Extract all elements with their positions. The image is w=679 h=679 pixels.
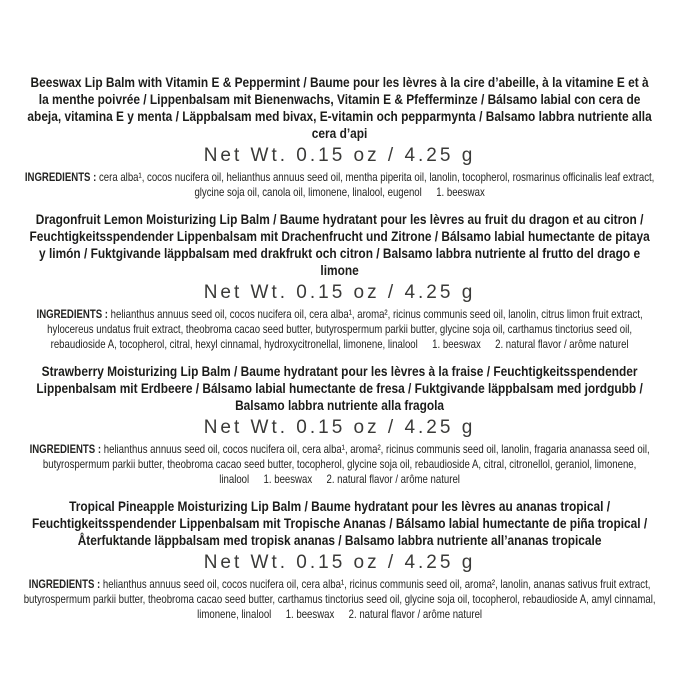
ingredients-list: helianthus annuus seed oil, cocos nucifera oil, cera alba¹, ricinus communis seed oil, aroma², lanolin, ananas sativus fruit extract, butyrospermum parkii butter, theobroma cacao seed butter, carthamus tinctorius seed oil, glycine soja oil, tocopherol, rebaudioside A, amyl cinnamal, limonene, linalool [23, 577, 656, 621]
ingredients-list: helianthus annuus seed oil, cocos nucifera oil, cera alba¹, aroma², ricinus communis seed oil, lanolin, fragaria ananassa seed oil, butyrospermum parkii butter, theobroma cacao seed butter, tocopherol, glycine soja oil, rebaudioside A, citral, citronellol, geraniol, limonene, linalool [42, 442, 650, 486]
footnote: 2. natural flavor / arôme naturel [326, 472, 460, 486]
footnote: 2. natural flavor / arôme naturel [348, 607, 483, 621]
net-weight: Net Wt. 0.15 oz / 4.25 g [203, 552, 476, 573]
product-section-dragonfruit-lemon [0, 211, 679, 352]
ingredients-paragraph [0, 307, 679, 352]
footnote: 1. beeswax [263, 472, 313, 486]
ingredients-paragraph [0, 170, 679, 200]
footnote: 1. beeswax [436, 185, 485, 199]
ingredients-paragraph [0, 577, 679, 622]
product-title: Tropical Pineapple Moisturizing Lip Balm / Baume hydratant pour les lèvres au ananas tropical / Feuchtigkeitsspendender Lippenbalsam mit Tropische Ananas / Bálsamo labial humectante de piña tropical / Återfuktande läppbalsam med tropisk ananas / Balsamo labbra nutriente all’ananas tropicale [31, 498, 648, 548]
net-weight: Net Wt. 0.15 oz / 4.25 g [203, 417, 476, 438]
product-section-tropical-pineapple [0, 498, 679, 622]
product-title: Strawberry Moisturizing Lip Balm / Baume hydratant pour les lèvres à la fraise / Feuchtigkeitsspendender Lippenbalsam mit Erdbeere / Bálsamo labial humectante de fresa / Fuktgivande läppbalsam med jordgubb / Balsamo labbra nutriente alla fragola [36, 363, 643, 413]
ingredients-list: cera alba¹, cocos nucifera oil, helianthus annuus seed oil, mentha piperita oil, lanolin, tocopherol, rosmarinus officinalis leaf extract, glycine soja oil, canola oil, limonene, linalool, eugenol [99, 170, 655, 199]
footnote: 1. beeswax [285, 607, 335, 621]
ingredients-label: INGREDIENTS : [29, 442, 102, 456]
product-title: Beeswax Lip Balm with Vitamin E & Peppermint / Baume pour les lèvres à la cire d’abeille, à la vitamine E et à la menthe poivrée / Lippenbalsam mit Bienenwachs, Vitamin E & Pfefferminze / Bálsamo labial con cera de abeja, vitamina E y menta / Läppbalsam med bivax, E-vitamin och pepparmynta / Balsamo labbra nutriente alla cera d’api [27, 74, 652, 141]
net-weight: Net Wt. 0.15 oz / 4.25 g [203, 145, 476, 166]
ingredients-paragraph [0, 442, 679, 487]
ingredients-label: INGREDIENTS : [24, 170, 97, 184]
ingredients-label: INGREDIENTS : [28, 577, 101, 591]
ingredients-label: INGREDIENTS : [36, 307, 108, 321]
product-section-strawberry [0, 363, 679, 487]
footnote: 1. beeswax [432, 337, 481, 351]
product-title: Dragonfruit Lemon Moisturizing Lip Balm / Baume hydratant pour les lèvres au fruit du dragon et au citron / Feuchtigkeitsspendender Lippenbalsam mit Drachenfrucht und Zitrone / Bálsamo labial humectante de pitaya y limón / Fuktgivande läppbalsam med drakfrukt och citron / Balsamo labbra nutriente al frutto del drago e limone [29, 211, 650, 278]
product-section-beeswax-peppermint [0, 74, 679, 200]
ingredients-list: helianthus annuus seed oil, cocos nucifera oil, cera alba¹, aroma², ricinus communis seed oil, lanolin, citrus limon fruit extract, hylocereus undatus fruit extract, theobroma cacao seed butter, butyrospermum parkii butter, glycine soja oil, carthamus tinctorius seed oil, rebaudioside A, tocopherol, citral, hexyl cinnamal, hydroxycitronellal, limonene, linalool [47, 307, 643, 351]
footnote: 2. natural flavor / arôme naturel [495, 337, 629, 351]
net-weight: Net Wt. 0.15 oz / 4.25 g [203, 282, 476, 303]
